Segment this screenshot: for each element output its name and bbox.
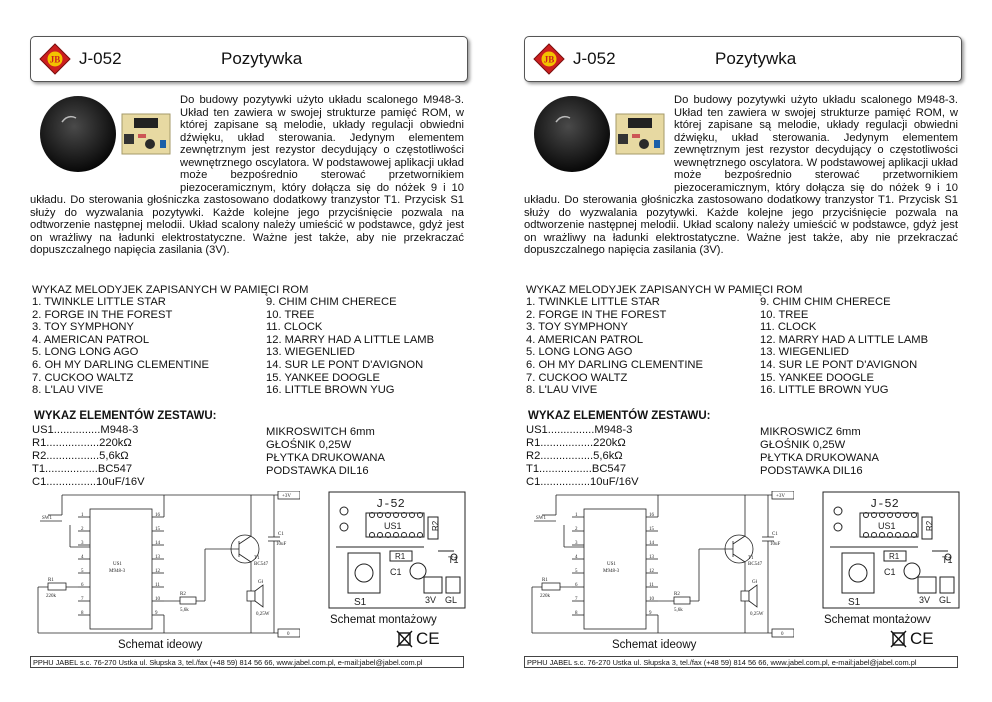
song-item: 16. LITTLE BROWN YUG	[266, 384, 395, 397]
ground-label: 0	[781, 632, 784, 637]
pin-label: 16	[155, 513, 160, 518]
assy-plus: 3V	[919, 595, 931, 605]
pin-label: 13	[155, 555, 160, 560]
pin-label: 11	[155, 583, 160, 588]
pin-label: 8	[575, 611, 578, 616]
assy-r1: R1	[395, 552, 406, 561]
assy-c1: C1	[884, 567, 896, 577]
pin-label: 11	[649, 583, 654, 588]
r1-value: 220k	[46, 594, 56, 599]
weee-icon	[891, 631, 906, 647]
intro-section	[30, 94, 464, 257]
part-item: PODSTAWKA DIL16	[760, 465, 863, 477]
song-item: 14. SUR LE PONT D'AVIGNON	[266, 358, 424, 371]
company-footer: PPHU JABEL s.c. 76-270 Ustka ul. Słupska 3, tel./fax (+48 59) 814 56 66, www.jabel.com.pl, e-mail:jabel@jabel.com.pl	[30, 656, 464, 668]
parts-extra	[266, 426, 385, 478]
ic-label: US1	[607, 562, 616, 567]
parts-title: WYKAZ ELEMENTÓW ZESTAWU:	[528, 410, 711, 422]
song-item: 10. TREE	[760, 308, 809, 321]
assy-c1: C1	[390, 567, 402, 577]
parts-list	[526, 424, 639, 489]
speaker-value: 0,25W	[750, 612, 764, 617]
pin-label: 1	[81, 513, 84, 518]
company-footer: PPHU JABEL s.c. 76-270 Ustka ul. Słupska 3, tel./fax (+48 59) 814 56 66, www.jabel.com.pl, e-mail:jabel@jabel.com.pl	[524, 656, 958, 668]
intro-section	[524, 94, 958, 257]
song-item: 16. LITTLE BROWN YUG	[760, 384, 889, 397]
product-code: J-052	[79, 49, 122, 68]
pin-label: 9	[649, 611, 652, 616]
cap-value: 10uF	[276, 542, 287, 547]
assy-r2: R2	[431, 520, 440, 531]
part-item: C1................10uF/16V	[32, 476, 145, 488]
assy-gl: GL	[939, 595, 952, 605]
weee-icon	[397, 631, 412, 647]
schematic-label: Schemat ideowy	[118, 639, 203, 651]
product-title: Pozytywka	[221, 49, 303, 68]
part-item: GŁOŚNIK 0,25W	[760, 439, 846, 451]
song-item: 9. CHIM CHIM CHERECE	[760, 296, 891, 308]
part-item: T1.................BC547	[526, 463, 627, 475]
assy-s1: S1	[354, 597, 367, 608]
part-item: MIKROSWITCH 6mm	[266, 426, 375, 438]
product-card-left	[30, 36, 468, 670]
circuit-schematic	[524, 491, 794, 641]
compliance-marks	[396, 628, 456, 648]
part-item: GŁOŚNIK 0,25W	[266, 439, 352, 451]
part-item: US1...............M948-3	[526, 424, 633, 436]
ce-mark: CE	[910, 629, 934, 648]
songs-col2	[760, 296, 928, 397]
assy-t1: T1	[448, 555, 459, 565]
part-item: C1................10uF/16V	[526, 476, 639, 488]
song-item: 3. TOY SYMPHONY	[32, 321, 134, 334]
r2-value: 5,6k	[180, 608, 189, 613]
part-item: PŁYTKA DRUKOWANA	[266, 452, 385, 464]
song-item: 12. MARRY HAD A LITTLE LAMB	[760, 333, 929, 346]
song-item: 6. OH MY DARLING CLEMENTINE	[32, 358, 209, 371]
song-item: 5. LONG LONG AGO	[32, 346, 139, 359]
board-label: J-52	[376, 497, 405, 511]
pin-label: 3	[81, 541, 84, 546]
songs-title: WYKAZ MELODYJEK ZAPISANYCH W PAMIĘCI ROM	[526, 284, 803, 296]
t1-label: T1	[254, 556, 260, 561]
song-item: 2. FORGE IN THE FOREST	[32, 308, 173, 321]
assembly-diagram	[822, 491, 960, 609]
pin-label: 9	[155, 611, 158, 616]
part-item: PODSTAWKA DIL16	[266, 465, 369, 477]
song-item: 11. CLOCK	[266, 321, 323, 334]
pin-label: 14	[649, 541, 654, 546]
songs-col1	[32, 296, 209, 397]
cap-label: C1	[278, 532, 284, 537]
assy-plus: 3V	[425, 595, 437, 605]
song-item: 15. YANKEE DOOGLE	[760, 371, 874, 384]
board-label: J-52	[870, 497, 899, 511]
logo-text: JB	[543, 54, 555, 65]
assy-r1: R1	[889, 552, 900, 561]
ce-mark: CE	[416, 629, 440, 648]
part-item: R1.................220kΩ	[526, 437, 626, 449]
song-item: 14. SUR LE PONT D'AVIGNON	[760, 358, 918, 371]
part-item: R1.................220kΩ	[32, 437, 132, 449]
cap-label: C1	[772, 532, 778, 537]
part-item: R2.................5,6kΩ	[32, 450, 129, 462]
pin-label: 5	[575, 569, 578, 574]
songs-col2	[266, 296, 434, 397]
pin-label: 3	[575, 541, 578, 546]
song-item: 8. L'LAU VIVE	[526, 384, 598, 397]
song-item: 12. MARRY HAD A LITTLE LAMB	[266, 333, 435, 346]
sw-label: SW1	[536, 516, 546, 521]
supply-label: +3V	[282, 494, 291, 499]
r1-label: R1	[48, 578, 54, 583]
assy-gl: GL	[445, 595, 458, 605]
song-item: 8. L'LAU VIVE	[32, 384, 104, 397]
pin-label: 13	[649, 555, 654, 560]
assembly-label: Schemat montażowy	[330, 614, 437, 626]
pin-label: 6	[81, 583, 84, 588]
song-item: 4. AMERICAN PATROL	[32, 333, 150, 346]
product-code: J-052	[573, 49, 616, 68]
compliance-marks	[890, 628, 950, 648]
part-item: R2.................5,6kΩ	[526, 450, 623, 462]
speaker-value: 0,25W	[256, 612, 270, 617]
assy-t1: T1	[942, 555, 953, 565]
song-item: 9. CHIM CHIM CHERECE	[266, 296, 397, 308]
parts-extra	[760, 426, 879, 478]
part-item: US1...............M948-3	[32, 424, 139, 436]
song-item: 1. TWINKLE LITTLE STAR	[32, 296, 166, 308]
t1-part: BC547	[748, 562, 763, 567]
pin-label: 7	[575, 597, 578, 602]
r2-value: 5,6k	[674, 608, 683, 613]
parts-title: WYKAZ ELEMENTÓW ZESTAWU:	[34, 410, 217, 422]
assy-r2: R2	[925, 520, 934, 531]
part-item: MIKROSWICZ 6mm	[760, 426, 861, 438]
song-item: 13. WIEGENLIED	[760, 346, 849, 359]
part-item: PŁYTKA DRUKOWANA	[760, 452, 879, 464]
speaker-label: Gł	[258, 580, 263, 585]
jabel-logo	[533, 43, 565, 75]
r2-label: R2	[674, 592, 680, 597]
pin-label: 4	[575, 555, 578, 560]
song-item: 3. TOY SYMPHONY	[526, 321, 628, 334]
pin-label: 15	[155, 527, 160, 532]
pin-label: 14	[155, 541, 160, 546]
assembly-diagram	[328, 491, 466, 609]
ground-label: 0	[287, 632, 290, 637]
pin-label: 10	[155, 597, 160, 602]
assembly-label: Schemat montażowv	[824, 614, 931, 626]
song-item: 1. TWINKLE LITTLE STAR	[526, 296, 660, 308]
assy-ic: US1	[878, 521, 896, 531]
supply-label: +3V	[776, 494, 785, 499]
product-card-right	[524, 36, 962, 670]
song-item: 5. LONG LONG AGO	[526, 346, 633, 359]
parts-list	[32, 424, 145, 489]
pin-label: 2	[575, 527, 578, 532]
song-item: 2. FORGE IN THE FOREST	[526, 308, 667, 321]
t1-part: BC547	[254, 562, 269, 567]
jabel-logo	[39, 43, 71, 75]
song-item: 7. CUCKOO WALTZ	[32, 371, 134, 384]
part-item: T1.................BC547	[32, 463, 133, 475]
r1-label: R1	[542, 578, 548, 583]
ic-part: M948-3	[603, 569, 620, 574]
pin-label: 16	[649, 513, 654, 518]
sw-label: SW1	[42, 516, 52, 521]
songs-title: WYKAZ MELODYJEK ZAPISANYCH W PAMIĘCI ROM	[32, 284, 309, 296]
assy-ic: US1	[384, 521, 402, 531]
pin-label: 12	[649, 569, 654, 574]
song-item: 11. CLOCK	[760, 321, 817, 334]
pin-label: 6	[575, 583, 578, 588]
card-header	[524, 36, 962, 82]
pin-label: 5	[81, 569, 84, 574]
pin-label: 1	[575, 513, 578, 518]
product-title: Pozytywka	[715, 49, 797, 68]
pin-label: 15	[649, 527, 654, 532]
ic-part: M948-3	[109, 569, 126, 574]
pin-label: 7	[81, 597, 84, 602]
card-header	[30, 36, 468, 82]
circuit-schematic	[30, 491, 300, 641]
intro-text: Do budowy pozytywki użyto układu scalonego M948-3. Układ ten zawiera w swojej strukturze pamięć ROM, w której zapisane są melodie, układy regulacji obwiedni dźwięku, układ sterowania. Jedynym elementem zewnętrznym jest rezystor decydujący o częstotliwości wewnętrznego oscylatora. W podstawowej aplikacji układ może bezpośrednio sterować przetwornikiem piezoceramicznym, który dołącza się do nóżek 9 i 10 układu. Do sterowania głośniczka zastosowano dodatkowy tranzystor T1. Przycisk S1 służy do wyzwalania pozytywki. Każde kolejne jego przyciśnięcie pozwala na odtworzenie następnej melodii. Układ scalony należy umieścić w podstawce, gdyż jest on wrażliwy na ładunki elektrostatyczne. Ważne jest także, aby nie przekraczać dopuszczalnego napięcia zasilania (3V).	[30, 94, 464, 256]
song-item: 6. OH MY DARLING CLEMENTINE	[526, 358, 703, 371]
pin-label: 4	[81, 555, 84, 560]
cap-value: 10uF	[770, 542, 781, 547]
song-item: 7. CUCKOO WALTZ	[526, 371, 628, 384]
intro-text: Do budowy pozytywki użyto układu scalonego M948-3. Układ ten zawiera w swojej strukturze pamięć ROM, w której zapisane są melodie, układy regulacji obwiedni dźwięku, układ sterowania. Jedynym elementem zewnętrznym jest rezystor decydujący o częstotliwości wewnętrznego oscylatora. W podstawowej aplikacji układ może bezpośrednio sterować przetwornikiem piezoceramicznym, który dołącza się do nóżek 9 i 10 układu. Do sterowania głośniczka zastosowano dodatkowy tranzystor T1. Przycisk S1 służy do wyzwalania pozytywki. Każde kolejne jego przyciśnięcie pozwala na odtworzenie następnej melodii. Układ scalony należy umieścić w podstawce, gdyż jest on wrażliwy na ładunki elektrostatyczne. Ważne jest także, aby nie przekraczać dopuszczalnego napięcia zasilania (3V).	[524, 94, 958, 256]
ic-label: US1	[113, 562, 122, 567]
speaker-label: Gł	[752, 580, 757, 585]
r2-label: R2	[180, 592, 186, 597]
pin-label: 2	[81, 527, 84, 532]
song-item: 4. AMERICAN PATROL	[526, 333, 644, 346]
songs-col1	[526, 296, 703, 397]
song-item: 10. TREE	[266, 308, 315, 321]
pin-label: 10	[649, 597, 654, 602]
logo-text: JB	[49, 54, 61, 65]
song-item: 15. YANKEE DOOGLE	[266, 371, 380, 384]
t1-label: T1	[748, 556, 754, 561]
song-item: 13. WIEGENLIED	[266, 346, 355, 359]
assy-s1: S1	[848, 597, 861, 608]
r1-value: 220k	[540, 594, 550, 599]
pin-label: 8	[81, 611, 84, 616]
pin-label: 12	[155, 569, 160, 574]
schematic-label: Schemat ideowy	[612, 639, 697, 651]
